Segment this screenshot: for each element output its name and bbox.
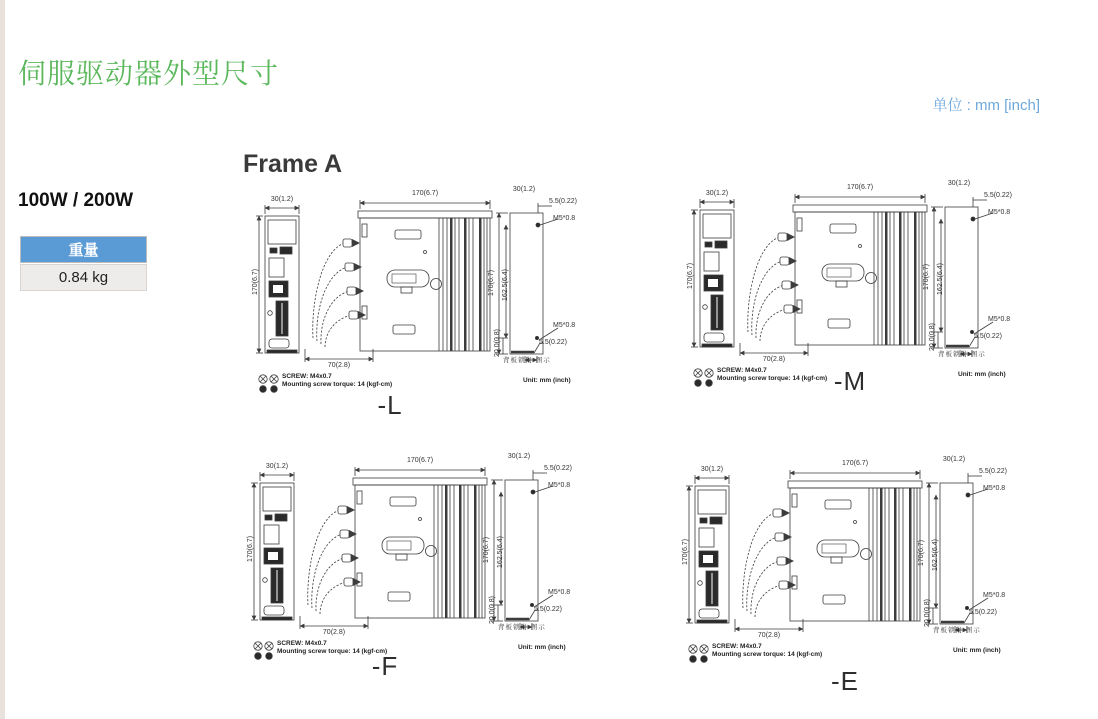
screw-spec-note: SCREW: M4x0.7 (717, 367, 767, 374)
dim-hole-offset-bottom: 5.5(0.22) (539, 339, 568, 346)
torque-note: Mounting screw torque: 14 (kgf-cm) (282, 381, 393, 388)
side-view (793, 205, 927, 345)
dim-front-width: 30(1.2) (265, 463, 289, 470)
rear-view (945, 197, 993, 348)
torque-note: Mounting screw torque: 14 (kgf-cm) (277, 648, 388, 655)
cable-arrows (743, 513, 781, 617)
dim-side-depth: 170(6.7) (411, 190, 439, 197)
dim-front-width: 30(1.2) (705, 190, 729, 197)
side-dim-lines (355, 467, 485, 476)
dim-rear-height: 170(6.7) (483, 536, 490, 564)
dimension-drawing (252, 186, 600, 436)
rear-mount-caption: 背板锁附 图示 (933, 627, 981, 634)
front-view (700, 210, 734, 347)
dim-hole-offset-top: 5.5(0.22) (544, 465, 573, 472)
cable-arrowheads (787, 233, 801, 313)
dim-front-height: 170(6.7) (682, 538, 689, 566)
dim-screw-bottom: M5*0.8 (548, 589, 571, 596)
dim-front-width: 30(1.2) (270, 196, 294, 203)
dim-rear-width: 30(1.2) (942, 456, 966, 463)
dim-rear-height: 170(6.7) (918, 539, 925, 567)
side-view (353, 478, 487, 618)
rear-view (940, 473, 988, 624)
dim-hole-offset-top: 5.5(0.22) (549, 198, 578, 205)
page-title: 伺服驱动器外型尺寸 (18, 58, 280, 89)
front-view (695, 486, 729, 623)
weight-value-cell: 0.84 kg (20, 264, 147, 291)
dim-rear-height: 170(6.7) (488, 269, 495, 297)
cable-connectors (343, 239, 358, 319)
cable-arrows (308, 510, 346, 614)
screw-spec-note: SCREW: M4x0.7 (282, 373, 332, 380)
torque-note: Mounting screw torque: 14 (kgf-cm) (712, 651, 823, 658)
dim-hole-offset-bottom: 5.5(0.22) (969, 609, 998, 616)
cable-arrowheads (352, 239, 366, 319)
cable-arrowheads (347, 506, 361, 586)
dim-front-width: 30(1.2) (700, 466, 724, 473)
dim-screw-bottom: M5*0.8 (983, 592, 1006, 599)
dimension-drawing (247, 453, 595, 703)
model-suffix-label: -M (833, 366, 867, 396)
dim-mounting-pitch: 162.5(6.4) (497, 536, 504, 568)
side-dim-lines (360, 200, 490, 209)
unit-note-small: Unit: mm (inch) (958, 371, 1006, 378)
cable-arrows (313, 243, 351, 347)
cable-arrows (748, 237, 786, 341)
screw-spec-note: SCREW: M4x0.7 (277, 640, 327, 647)
dim-side-depth: 170(6.7) (841, 460, 869, 467)
dim-screw-top: M5*0.8 (988, 209, 1011, 216)
dim-cable-clearance: 70(2.8) (757, 632, 781, 639)
dim-screw-top: M5*0.8 (553, 215, 576, 222)
unit-note-small: Unit: mm (inch) (518, 644, 566, 651)
dim-hole-offset-top: 5.5(0.22) (979, 468, 1008, 475)
page-left-margin-strip (0, 0, 5, 719)
power-rating-label: 100W / 200W (18, 190, 134, 211)
weight-header-cell: 重量 (20, 236, 147, 263)
screw-head-icon (694, 369, 713, 387)
dim-screw-top: M5*0.8 (548, 482, 571, 489)
dim-rear-width: 30(1.2) (507, 453, 531, 460)
unit-note: 单位 : mm [inch] (932, 97, 1040, 114)
dim-front-height: 170(6.7) (687, 262, 694, 290)
cable-connectors (773, 509, 788, 589)
model-suffix-label: -F (371, 651, 399, 681)
model-suffix-label: -E (831, 666, 859, 696)
frame-section-title: Frame A (243, 150, 343, 178)
dim-base-offset: 20.0(0.8) (494, 328, 501, 358)
dim-screw-bottom: M5*0.8 (553, 322, 576, 329)
side-view (788, 481, 922, 621)
dim-cable-clearance: 70(2.8) (322, 629, 346, 636)
rear-mount-caption: 背板锁附 图示 (498, 624, 546, 631)
side-dim-lines (790, 470, 920, 479)
rear-mount-caption: 背板锁附 图示 (503, 357, 551, 364)
front-view (265, 216, 299, 353)
dim-side-depth: 170(6.7) (406, 457, 434, 464)
rear-view (505, 470, 553, 621)
screw-spec-note: SCREW: M4x0.7 (712, 643, 762, 650)
screw-head-icon (689, 645, 708, 663)
dim-hole-offset-top: 5.5(0.22) (984, 192, 1013, 199)
dim-rear-width: 30(1.2) (947, 180, 971, 187)
side-view (358, 211, 492, 351)
model-suffix-label: -L (377, 390, 403, 420)
screw-head-icon (254, 642, 273, 660)
torque-note: Mounting screw torque: 14 (kgf-cm) (717, 375, 828, 382)
dim-mounting-pitch: 162.5(6.4) (937, 263, 944, 295)
weight-table (20, 236, 147, 291)
cable-arrowheads (782, 509, 796, 589)
rear-mount-caption: 背板锁附 图示 (938, 351, 986, 358)
dim-base-offset: 20.0(0.8) (489, 595, 496, 625)
dimension-drawing (687, 180, 1035, 430)
dim-rear-height: 170(6.7) (923, 263, 930, 291)
dimension-drawing (682, 456, 1030, 706)
dim-hole-offset-bottom: 5.5(0.22) (534, 606, 563, 613)
dim-mounting-pitch: 162.5(6.4) (502, 269, 509, 301)
dim-front-height: 170(6.7) (252, 268, 259, 296)
cable-connectors (778, 233, 793, 313)
front-view (260, 483, 294, 620)
dim-screw-bottom: M5*0.8 (988, 316, 1011, 323)
rear-view (510, 203, 558, 354)
dim-cable-clearance: 70(2.8) (762, 356, 786, 363)
dim-screw-top: M5*0.8 (983, 485, 1006, 492)
dim-mounting-pitch: 162.5(6.4) (932, 539, 939, 571)
dim-base-offset: 20.0(0.8) (929, 322, 936, 352)
dim-front-height: 170(6.7) (247, 535, 254, 563)
dim-base-offset: 20.0(0.8) (924, 598, 931, 628)
side-dim-lines (795, 194, 925, 203)
unit-note-small: Unit: mm (inch) (523, 377, 571, 384)
dim-hole-offset-bottom: 5.5(0.22) (974, 333, 1003, 340)
dim-cable-clearance: 70(2.8) (327, 362, 351, 369)
unit-note-small: Unit: mm (inch) (953, 647, 1001, 654)
cable-connectors (338, 506, 353, 586)
screw-head-icon (259, 375, 278, 393)
dim-rear-width: 30(1.2) (512, 186, 536, 193)
dim-side-depth: 170(6.7) (846, 184, 874, 191)
